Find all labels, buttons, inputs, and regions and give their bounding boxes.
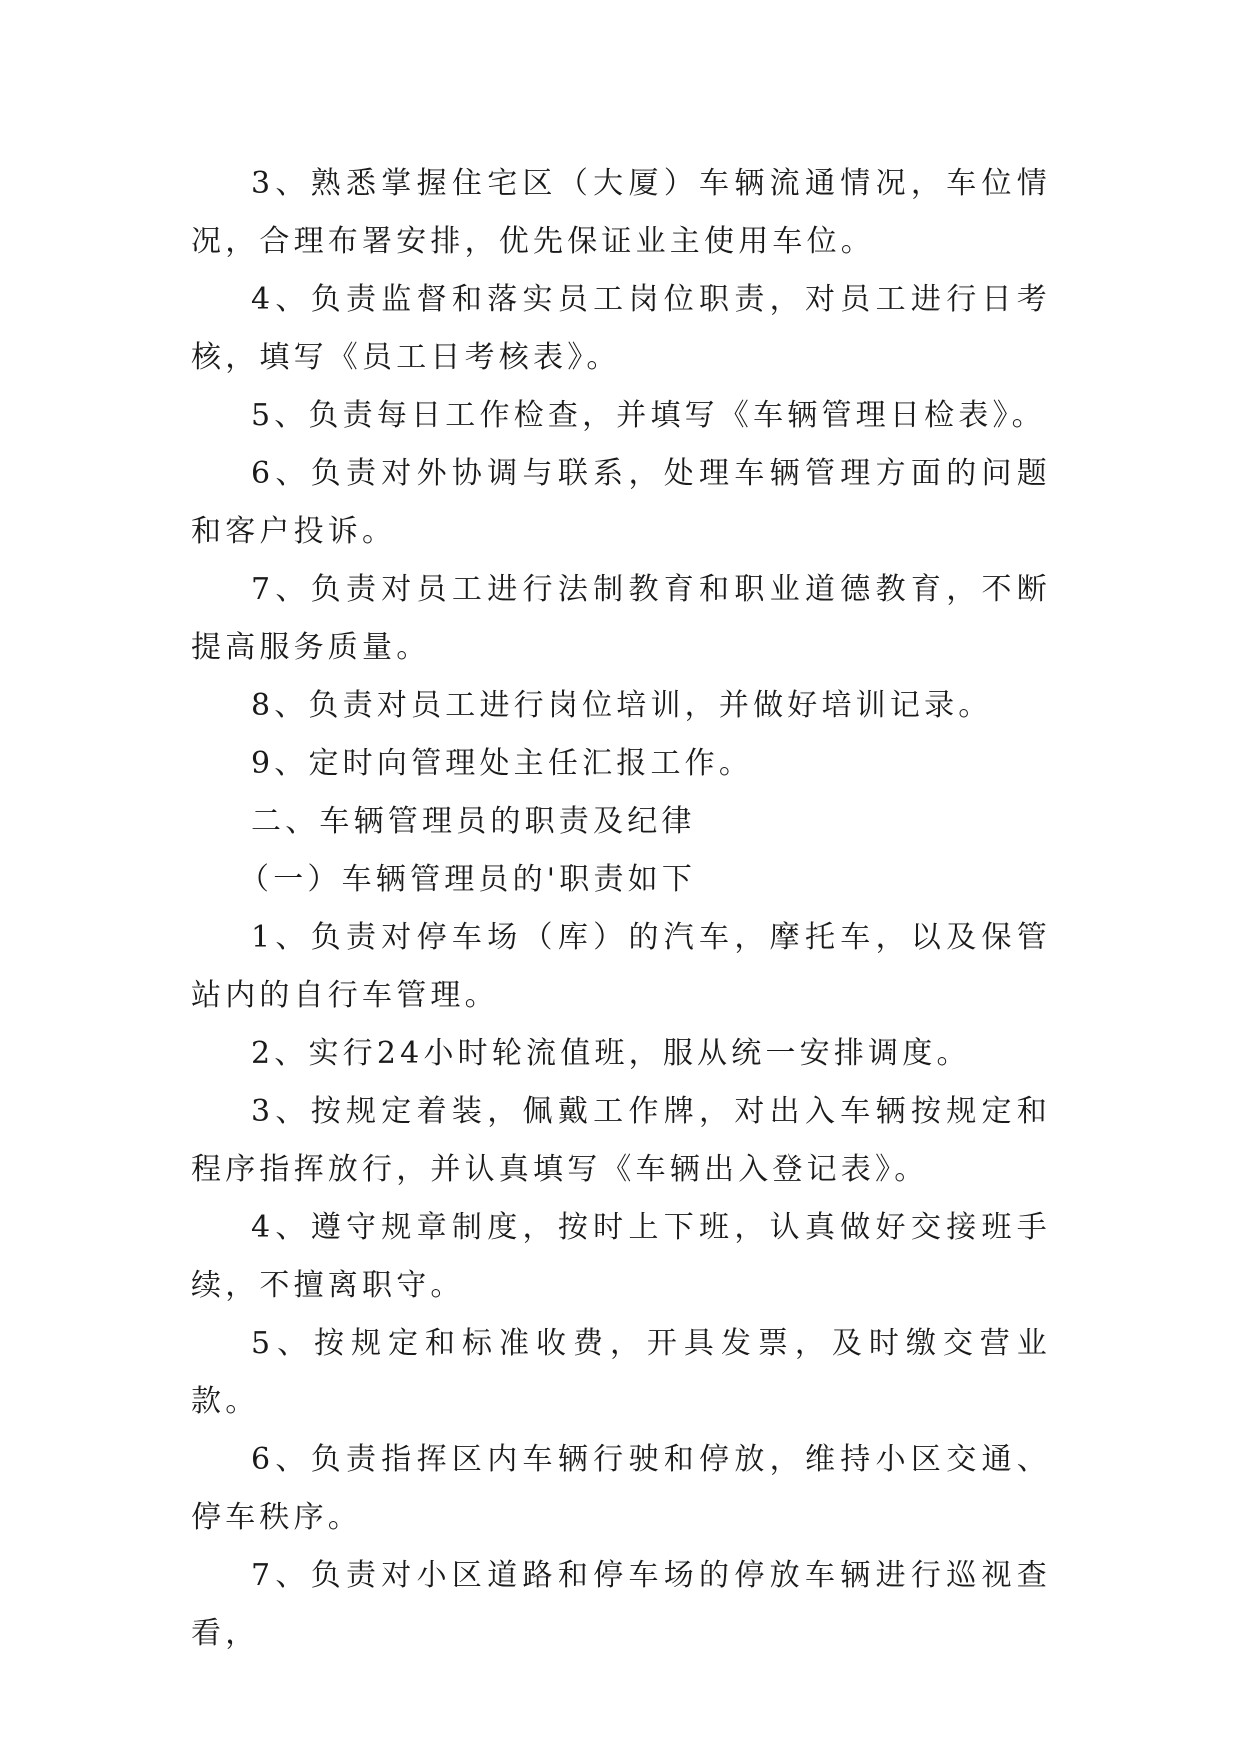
paragraph-duty-5-fees: 5、按规定和标准收费，开具发票，及时缴交营业款。 xyxy=(191,1326,1051,1419)
section-heading-vehicle-manager-duties: 二、车辆管理员的职责及纪律 xyxy=(251,804,696,839)
document-page xyxy=(191,155,1051,1663)
paragraph-duty-6-traffic: 6、负责指挥区内车辆行驶和停放，维持小区交通、停车秩序。 xyxy=(191,1442,1051,1535)
paragraph-item-9-report: 9、定时向管理处主任汇报工作。 xyxy=(251,746,754,781)
paragraph-duty-3-uniform: 3、按规定着装，佩戴工作牌，对出入车辆按规定和程序指挥放行，并认真填写《车辆出入登记表》。 xyxy=(191,1094,1051,1187)
paragraph-duty-2-shifts: 2、实行24小时轮流值班，服从统一安排调度。 xyxy=(251,1036,971,1071)
subsection-heading-duties: （一）车辆管理员的'职责如下 xyxy=(239,862,697,897)
paragraph-duty-7-patrol: 7、负责对小区道路和停车场的停放车辆进行巡视查看， xyxy=(191,1558,1051,1651)
paragraph-item-8-training: 8、负责对员工进行岗位培训，并做好培训记录。 xyxy=(251,688,993,723)
paragraph-item-6-coordination: 6、负责对外协调与联系，处理车辆管理方面的问题和客户投诉。 xyxy=(191,456,1051,549)
paragraph-item-7-education: 7、负责对员工进行法制教育和职业道德教育，不断提高服务质量。 xyxy=(191,572,1051,665)
paragraph-item-4-supervise: 4、负责监督和落实员工岗位职责，对员工进行日考核，填写《员工日考核表》。 xyxy=(191,282,1051,375)
paragraph-duty-4-rules: 4、遵守规章制度，按时上下班，认真做好交接班手续，不擅离职守。 xyxy=(191,1210,1051,1303)
paragraph-item-5-daily-check: 5、负责每日工作检查，并填写《车辆管理日检表》。 xyxy=(251,398,1046,433)
paragraph-duty-1-parking: 1、负责对停车场（库）的汽车，摩托车，以及保管站内的自行车管理。 xyxy=(191,920,1051,1013)
paragraph-item-3-familiarize: 3、熟悉掌握住宅区（大厦）车辆流通情况，车位情况，合理布署安排，优先保证业主使用车位。 xyxy=(191,166,1051,259)
